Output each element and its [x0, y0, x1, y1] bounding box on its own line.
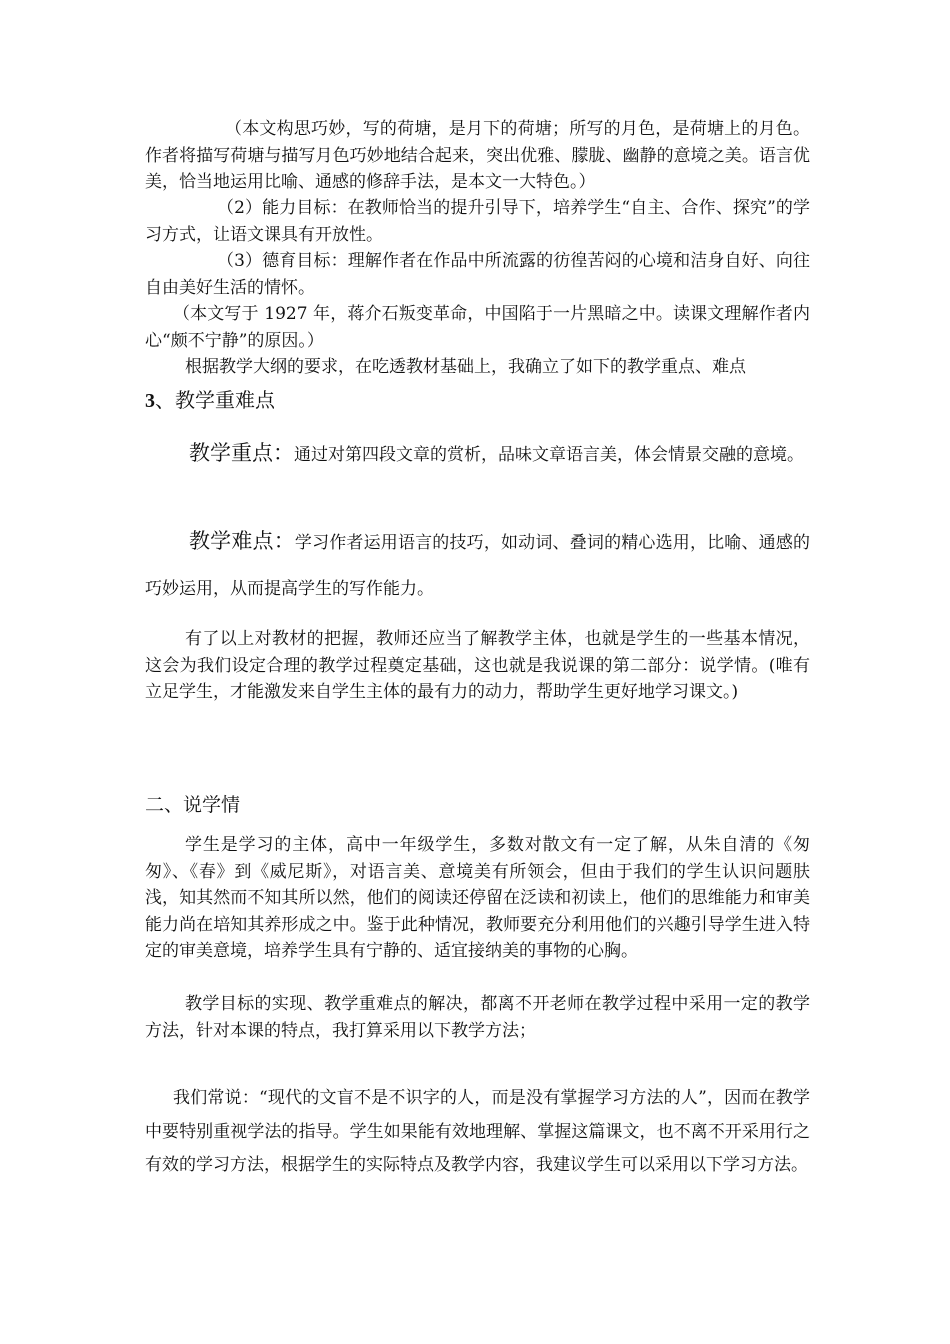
- section-heading-3-text: 、教学重难点: [155, 388, 275, 412]
- section-heading-2: 二、说学情: [145, 794, 241, 816]
- section-heading-3-number: 3: [145, 390, 155, 412]
- teaching-difficulty-text: 学习作者运用语言的技巧，如动词、叠词的精心选用，比喻、通感的巧妙运用，从而提高学生的写作能力。: [145, 533, 811, 599]
- teaching-focus-label: 教学重点：: [189, 441, 294, 465]
- teaching-focus-text: 通过对第四段文章的赏析，品味文章语言美，体会情景交融的意境。: [294, 445, 804, 465]
- teaching-difficulty: [145, 518, 810, 612]
- paragraph-learning: 我们常说：“现代的文盲不是不识字的人，而是没有掌握学习方法的人”，因而在教学中要特别重视学法的指导。学生如果能有效地理解、掌握这篇课文，也不离不开采用行之有效的学习方法，根据学生的实际特点及教学内容，我建议学生可以采用以下学习方法。: [145, 1088, 810, 1175]
- paragraph-students: 学生是学习的主体，高中一年级学生，多数对散文有一定了解，从朱自清的《匆匆》、《春》到《威尼斯》，对语言美、意境美有所领会，但由于我们的学生认识问题肤浅，知其然而不知其所以然，他们的阅读还停留在泛读和初读上，他们的思维能力和审美能力尚在培知其养形成之中。鉴于此种情况，教师要充分利用他们的兴趣引导学生进入特定的审美意境，培养学生具有宁静的、适宜接纳美的事物的心胸。: [145, 835, 810, 961]
- paragraph-design-note: （本文构思巧妙，写的荷塘，是月下的荷塘；所写的月色，是荷塘上的月色。作者将描写荷塘与描写月色巧妙地结合起来，突出优雅、朦胧、幽静的意境之美。语言优美，恰当地运用比喻、通感的修辞手法，是本文一大特色。）: [145, 119, 810, 192]
- paragraph-background-note: （本文写于 1927 年，蒋介石叛变革命，中国陷于一片黑暗之中。读课文理解作者内心“颇不宁静”的原因。）: [145, 304, 810, 351]
- paragraph-moral-goal: （3）德育目标：理解作者在作品中所流露的彷徨苦闷的心境和洁身自好、向往自由美好生活的情怀。: [145, 251, 810, 298]
- teaching-difficulty-label: 教学难点：: [189, 529, 295, 553]
- paragraph-methods: 教学目标的实现、教学重难点的解决，都离不开老师在教学过程中采用一定的教学方法，针对本课的特点，我打算采用以下教学方法；: [145, 994, 810, 1041]
- teaching-focus: [145, 430, 810, 478]
- paragraph-outline: 根据教学大纲的要求，在吃透教材基础上，我确立了如下的教学重点、难点: [185, 357, 746, 377]
- section-heading-3: [145, 384, 275, 413]
- paragraph-transition: 有了以上对教材的把握，教师还应当了解教学主体，也就是学生的一些基本情况，这会为我们设定合理的教学过程奠定基础，这也就是我说课的第二部分：说学情。(唯有立足学生，才能激发来自学生主体的最有力的动力，帮助学生更好地学习课文。): [145, 629, 810, 702]
- paragraph-ability-goal: （2）能力目标：在教师恰当的提升引导下，培养学生“自主、合作、探究”的学习方式，让语文课具有开放性。: [145, 198, 810, 245]
